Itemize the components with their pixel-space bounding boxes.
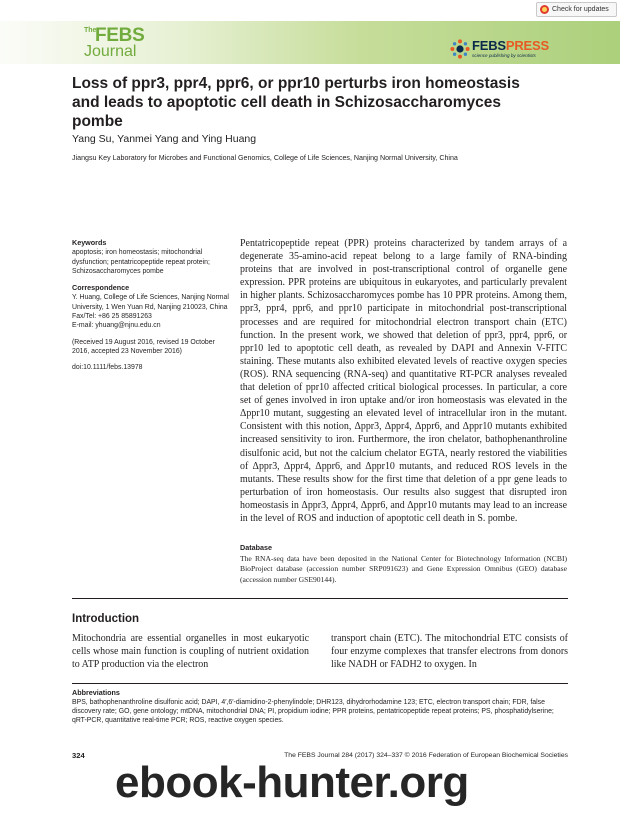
article-info-sidebar [72,238,232,373]
database-section [240,542,567,585]
journal-logo-febs: FEBS [95,25,145,46]
keywords-text: apoptosis; iron homeostasis; mitochondrial dysfunction; pentatricopeptide repeat protein; Schizosaccharomyces pombe [72,249,210,275]
febs-press-dots-icon [450,39,470,59]
introduction-right-column: transport chain (ETC). The mitochondrial ETC consists of four enzyme complexes that transfer electrons from donors like NADH or FADH2 to oxygen. In [331,633,568,671]
author-list: Yang Su, Yanmei Yang and Ying Huang [72,133,257,145]
received-dates: (Received 19 August 2016, revised 19 October 2016, accepted 23 November 2016) [72,338,215,355]
watermark-text: ebook-hunter.org [115,758,469,807]
correspondence-fax: Fax/Tel: +86 25 85891263 [72,313,152,321]
database-text: The RNA-seq data have been deposited in the National Center for Biotechnology Information (NCBI) BioProject database (accession number SRP091623) and Gene Expression Omnibus (GEO) database (accession number GSE90144). [240,554,567,584]
journal-citation: The FEBS Journal 284 (2017) 324–337 © 2016 Federation of European Biochemical Societies [284,752,568,759]
abbreviations-heading: Abbreviations [72,688,120,697]
introduction-heading: Introduction [72,613,140,625]
publisher-name: FEBSPRESS [472,38,549,53]
keywords-heading: Keywords [72,238,107,247]
introduction-left-column: Mitochondria are essential organelles in most eukaryotic cells whose main function is coupling of nutrient oxidation to ATP production via the electron [72,633,309,671]
journal-logo [84,26,154,62]
correspondence-email[interactable]: E-mail: yhuang@njnu.edu.cn [72,322,161,330]
correspondence-address: Y. Huang, College of Life Sciences, Nanjing Normal University, 1 Wen Yuan Rd, Nanjing 210023, China [72,294,229,311]
section-divider [72,598,568,599]
abbreviations-section [72,688,568,726]
abstract-text: Pentatricopeptide repeat (PPR) proteins characterized by tandem arrays of a degenerate 35-amino-acid repeat belong to a large family of RNA-binding proteins that are involved in post-transcriptional control of organelle gene expression. PPR proteins are ubiquitous in eukaryotes, and particularly prevalent in higher plants. Schizosaccharomyces pombe has 10 PPR proteins. Among them, ppr3, ppr4, ppr6, and ppr10 participate in mitochondrial post-transcriptional processes and are required for mitochondrial electron transport chain (ETC) function. In the present work, we showed that deletion of ppr3, ppr4, ppr6, or ppr10 led to apoptotic cell death, as revealed by DAPI and Annexin V-FITC staining. These mutants also exhibited elevated levels of reactive oxygen species (ROS). RNA sequencing (RNA-seq) and quantitative RT-PCR analyses revealed that deletion of ppr10 affected critical biological processes. In particular, a core set of genes involved in iron uptake and/or iron homeostasis was elevated in the Δppr10 mutant, suggesting an elevated level of intracellular iron in the mutant. Consistent with this notion, Δppr3, Δppr4, Δppr6, and Δppr10 mutants exhibited increased sensitivity to iron. Furthermore, the iron chelator, bathophenanthroline disulfonic acid, but not the calcium chelator EGTA, nearly restored the viabilities of Δppr3, Δppr4, Δppr6, and Δppr10 mutants, and reduced ROS levels in the mutants. These results show for the first time that deletion of a ppr gene leads to perturbation of iron homeostasis. Our results also suggest that disrupted iron homeostasis in Δppr3, Δppr4, Δppr6, and Δppr10 mutants may lead to an increase in the level of ROS and induction of apoptotic cell death in S. pombe. [240,238,567,524]
abbreviations-text: BPS, bathophenanthroline disulfonic acid; DAPI, 4′,6′-diamidino-2-phenylindole; DHR123, dihydrorhodamine 123; ETC, electron transport chain; FDR, false discovery rate; GO, gene ontology; mtDNA, mitochondrial DNA; PI, propidium iodine; PPR proteins, pentatricopeptide repeat proteins; PS, phosphatidylserine; qRT-PCR, quantitative real-time PCR; ROS, reactive oxygen species. [72,699,554,725]
affiliation: Jiangsu Key Laboratory for Microbes and Functional Genomics, College of Life Sciences, Nanjing Normal University, China [72,154,458,162]
journal-logo-journal: Journal [84,43,137,60]
page-number: 324 [72,751,85,760]
journal-logo-the: The [84,27,97,34]
check-for-updates-badge[interactable] [536,2,617,17]
check-for-updates-label: Check for updates [552,6,609,13]
database-heading: Database [240,543,272,552]
abbreviations-divider [72,683,568,684]
doi-link[interactable]: doi:10.1111/febs.13978 [72,364,143,372]
correspondence-heading: Correspondence [72,283,130,293]
update-icon [540,5,549,14]
article-title: Loss of ppr3, ppr4, ppr6, or ppr10 perturbs iron homeostasis and leads to apoptotic cell death in Schizosaccharomyces pombe [72,75,520,130]
publisher-logo [450,39,575,61]
publisher-tagline: science publishing by scientists [472,53,536,58]
